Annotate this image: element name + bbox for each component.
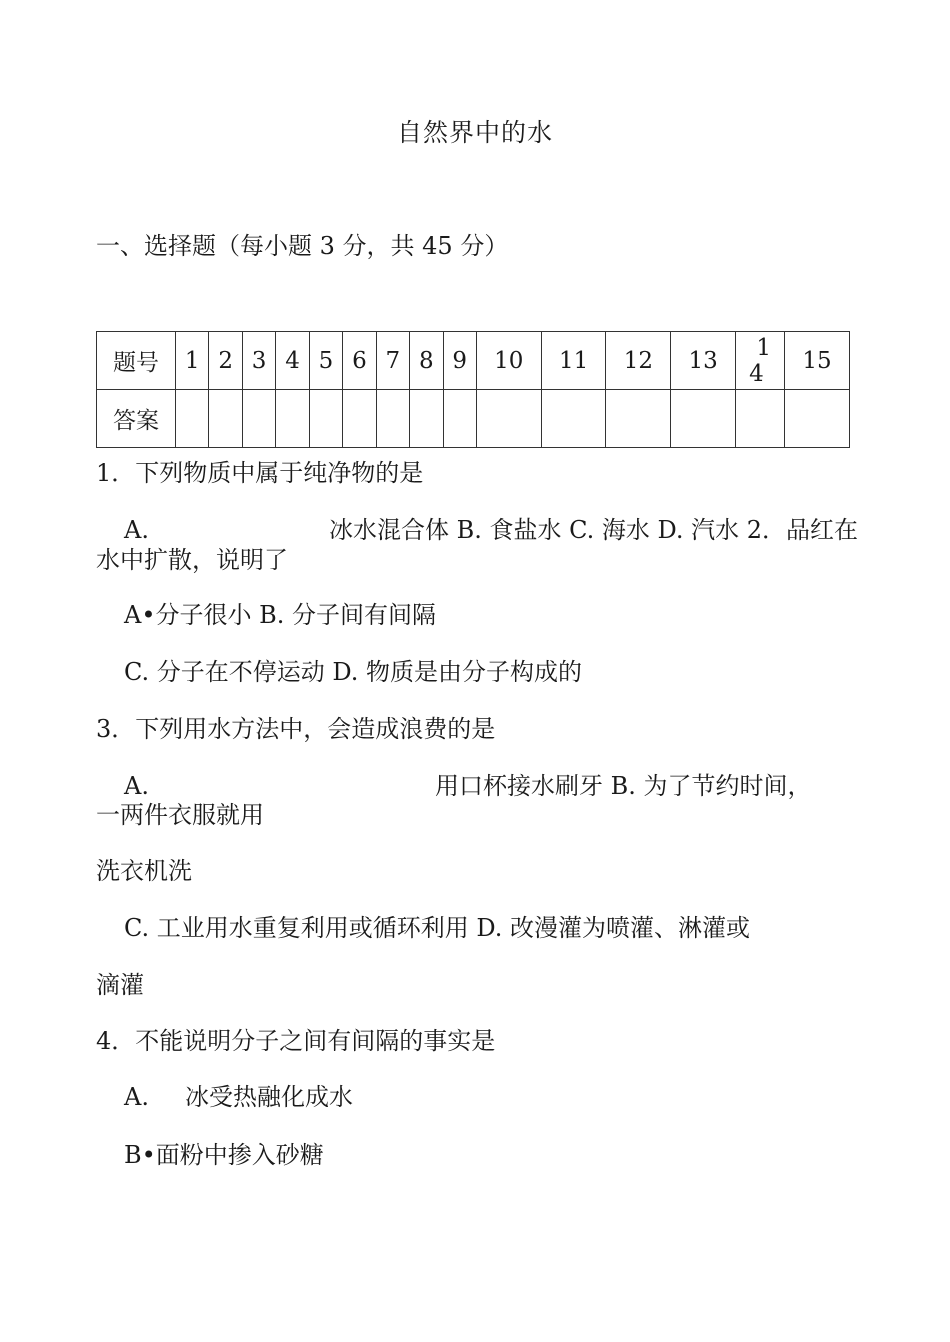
- question-2-options-cd: C. 分子在不停运动 D. 物质是由分子构成的: [124, 658, 583, 686]
- answer-cell: [176, 390, 209, 448]
- answer-table: [96, 331, 850, 448]
- answer-cell: [606, 390, 671, 448]
- table-cell-number: 5: [309, 332, 342, 390]
- table-cell-number: 3: [242, 332, 275, 390]
- answer-cell: [443, 390, 476, 448]
- table-cell-number: 4: [276, 332, 309, 390]
- option-a-marker: A.: [124, 1083, 149, 1111]
- table-cell-number: 10: [476, 332, 541, 390]
- answer-cell: [541, 390, 606, 448]
- question-4-stem: 4．不能说明分子之间有间隔的事实是: [96, 1027, 496, 1055]
- answer-cell: [736, 390, 785, 448]
- answer-cell: [209, 390, 242, 448]
- answer-cell: [343, 390, 376, 448]
- answer-cell: [242, 390, 275, 448]
- table-cell-number: 13: [671, 332, 736, 390]
- section-heading: 一、选择题（每小题 3 分，共 45 分）: [96, 232, 509, 260]
- table-cell-number: 8: [410, 332, 443, 390]
- answer-cell: [476, 390, 541, 448]
- option-a-marker: A.: [124, 516, 149, 544]
- table-row-numbers: [97, 332, 850, 390]
- table-cell-number: 11: [541, 332, 606, 390]
- question-3-options-line: [124, 771, 812, 801]
- answer-cell: [410, 390, 443, 448]
- answer-cell: [785, 390, 850, 448]
- table-label-question-number: 题号: [97, 332, 176, 390]
- number-14-top: 1: [756, 334, 772, 361]
- question-3-option-b-cont2: 洗衣机洗: [96, 857, 192, 885]
- question-3-option-b-cont: 一两件衣服就用: [96, 801, 264, 829]
- question-1-stem: 1．下列物质中属于纯净物的是: [96, 459, 424, 487]
- number-14-wrapped: [749, 335, 771, 387]
- table-cell-number: 7: [376, 332, 409, 390]
- answer-cell: [671, 390, 736, 448]
- table-cell-number: 2: [209, 332, 242, 390]
- table-cell-number: 9: [443, 332, 476, 390]
- question-4-option-a: [124, 1082, 353, 1112]
- question-3-options-text: 用口杯接水刷牙 B. 为了节约时间，: [434, 772, 812, 800]
- question-4-option-a-text: 冰受热融化成水: [184, 1083, 353, 1111]
- table-cell-number: 12: [606, 332, 671, 390]
- question-3-options-cd: C. 工业用水重复利用或循环利用 D. 改漫灌为喷灌、淋灌或: [124, 914, 751, 942]
- question-1-options-line: [124, 515, 858, 545]
- option-a-marker: A.: [124, 772, 149, 800]
- question-1-options-text: 冰水混合体 B. 食盐水 C. 海水 D. 汽水 2．品红在: [328, 516, 859, 544]
- answer-cell: [276, 390, 309, 448]
- question-2-options-ab: A•分子很小 B. 分子间有间隔: [124, 601, 437, 629]
- table-label-answer: 答案: [97, 390, 176, 448]
- table-cell-number: 6: [343, 332, 376, 390]
- question-2-stem: 水中扩散，说明了: [96, 546, 288, 574]
- table-cell-number-14: [736, 332, 785, 390]
- table-cell-number: 1: [176, 332, 209, 390]
- answer-cell: [309, 390, 342, 448]
- document-title: 自然界中的水: [396, 118, 553, 147]
- question-4-option-b: B•面粉中掺入砂糖: [124, 1141, 324, 1169]
- question-3-stem: 3．下列用水方法中，会造成浪费的是: [96, 715, 496, 743]
- table-row-answers: [97, 390, 850, 448]
- table-cell-number: 15: [785, 332, 850, 390]
- number-14-bottom: 4: [749, 360, 764, 387]
- answer-cell: [376, 390, 409, 448]
- question-3-option-d-cont: 滴灌: [96, 971, 144, 999]
